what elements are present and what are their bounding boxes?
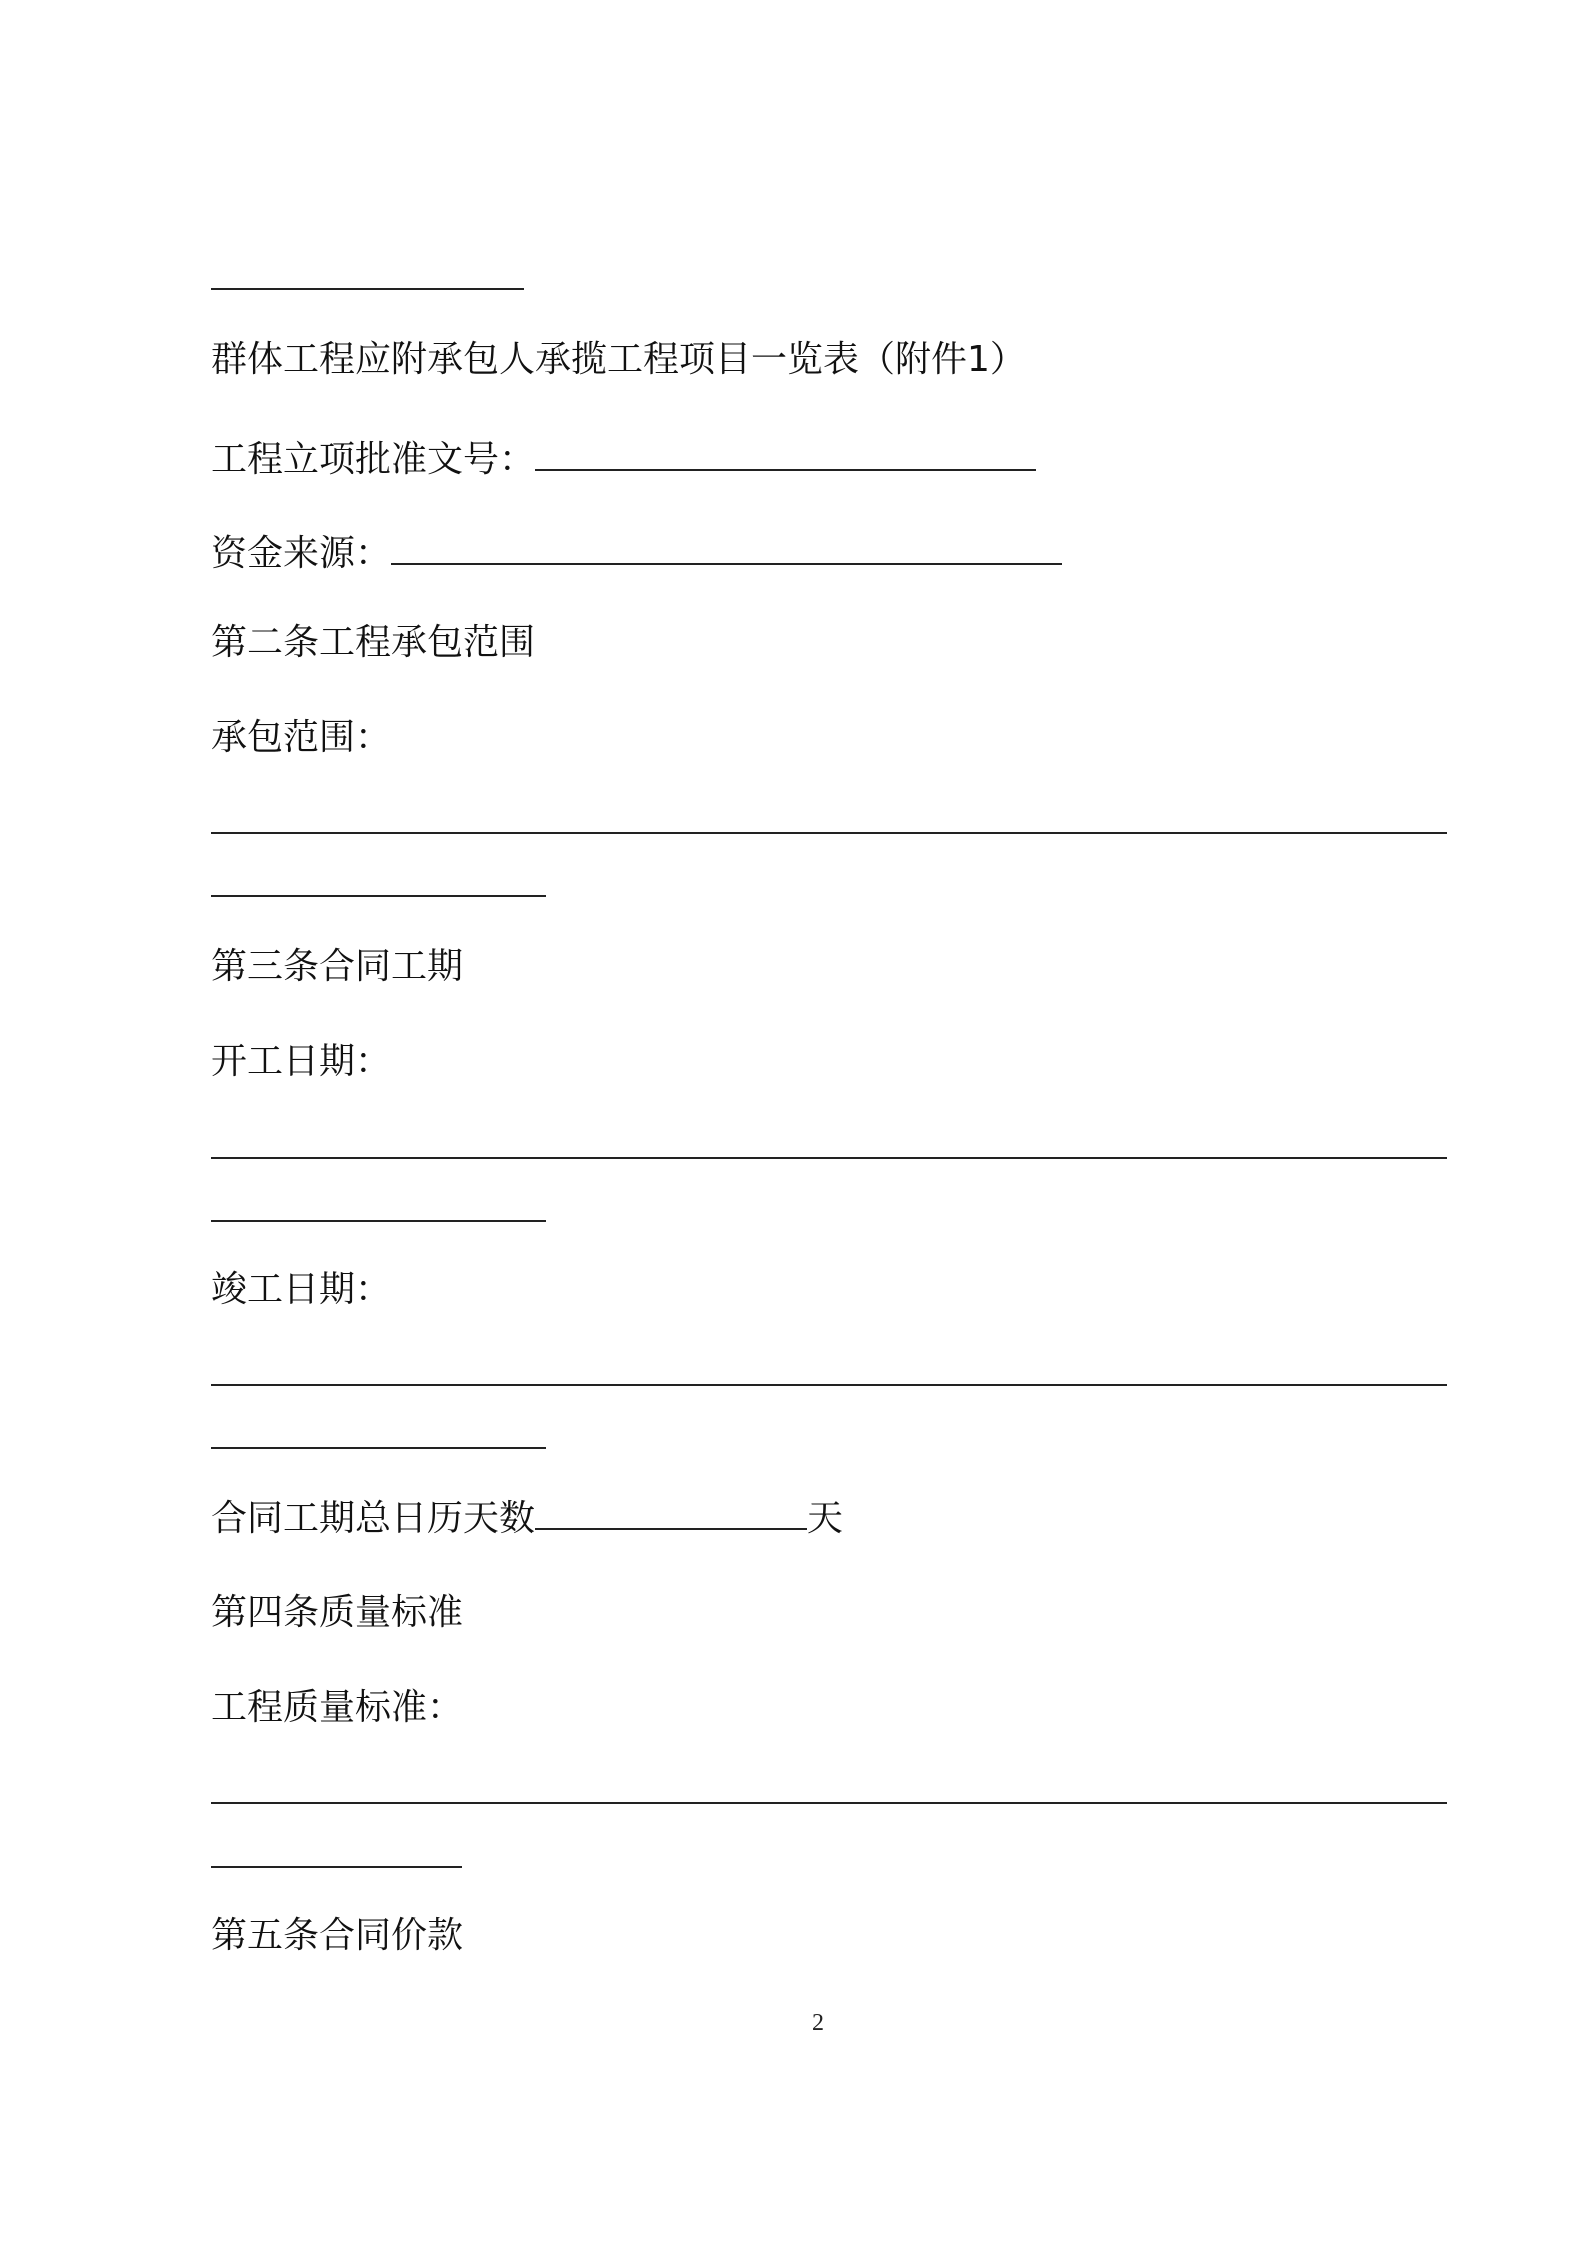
quality-standard-label: 工程质量标准： bbox=[211, 1687, 464, 1728]
start-date-blank-2 bbox=[211, 1220, 546, 1222]
scope-label: 承包范围： bbox=[211, 717, 392, 758]
completion-date-blank-1 bbox=[211, 1384, 1447, 1386]
total-days-line bbox=[211, 1497, 843, 1541]
approval-number-label: 工程立项批准文号： bbox=[211, 439, 536, 480]
approval-number-line bbox=[211, 438, 1036, 482]
section-2-heading: 第二条工程承包范围 bbox=[211, 622, 536, 663]
completion-date-label: 竣工日期： bbox=[211, 1269, 392, 1310]
completion-date-blank-2 bbox=[211, 1447, 546, 1449]
approval-number-blank[interactable] bbox=[535, 439, 1036, 471]
funding-source-line bbox=[211, 532, 1062, 576]
funding-source-blank[interactable] bbox=[391, 533, 1062, 565]
funding-source-label: 资金来源： bbox=[211, 533, 392, 574]
start-date-blank-1 bbox=[211, 1157, 1447, 1159]
start-date-label: 开工日期： bbox=[211, 1041, 392, 1082]
attachment-heading: 群体工程应附承包人承揽工程项目一览表（附件1） bbox=[211, 339, 1026, 380]
total-days-blank[interactable] bbox=[535, 1498, 807, 1530]
page-number: 2 bbox=[812, 2010, 824, 2036]
quality-standard-blank-1 bbox=[211, 1802, 1447, 1804]
section-5-heading: 第五条合同价款 bbox=[211, 1915, 464, 1956]
scope-blank-1 bbox=[211, 832, 1447, 834]
quality-standard-blank-2 bbox=[211, 1866, 462, 1868]
section-3-heading: 第三条合同工期 bbox=[211, 946, 464, 987]
blank-line bbox=[211, 288, 524, 290]
total-days-label: 合同工期总日历天数 bbox=[211, 1498, 536, 1539]
section-4-heading: 第四条质量标准 bbox=[211, 1592, 464, 1633]
scope-blank-2 bbox=[211, 895, 546, 897]
days-unit: 天 bbox=[807, 1498, 844, 1539]
